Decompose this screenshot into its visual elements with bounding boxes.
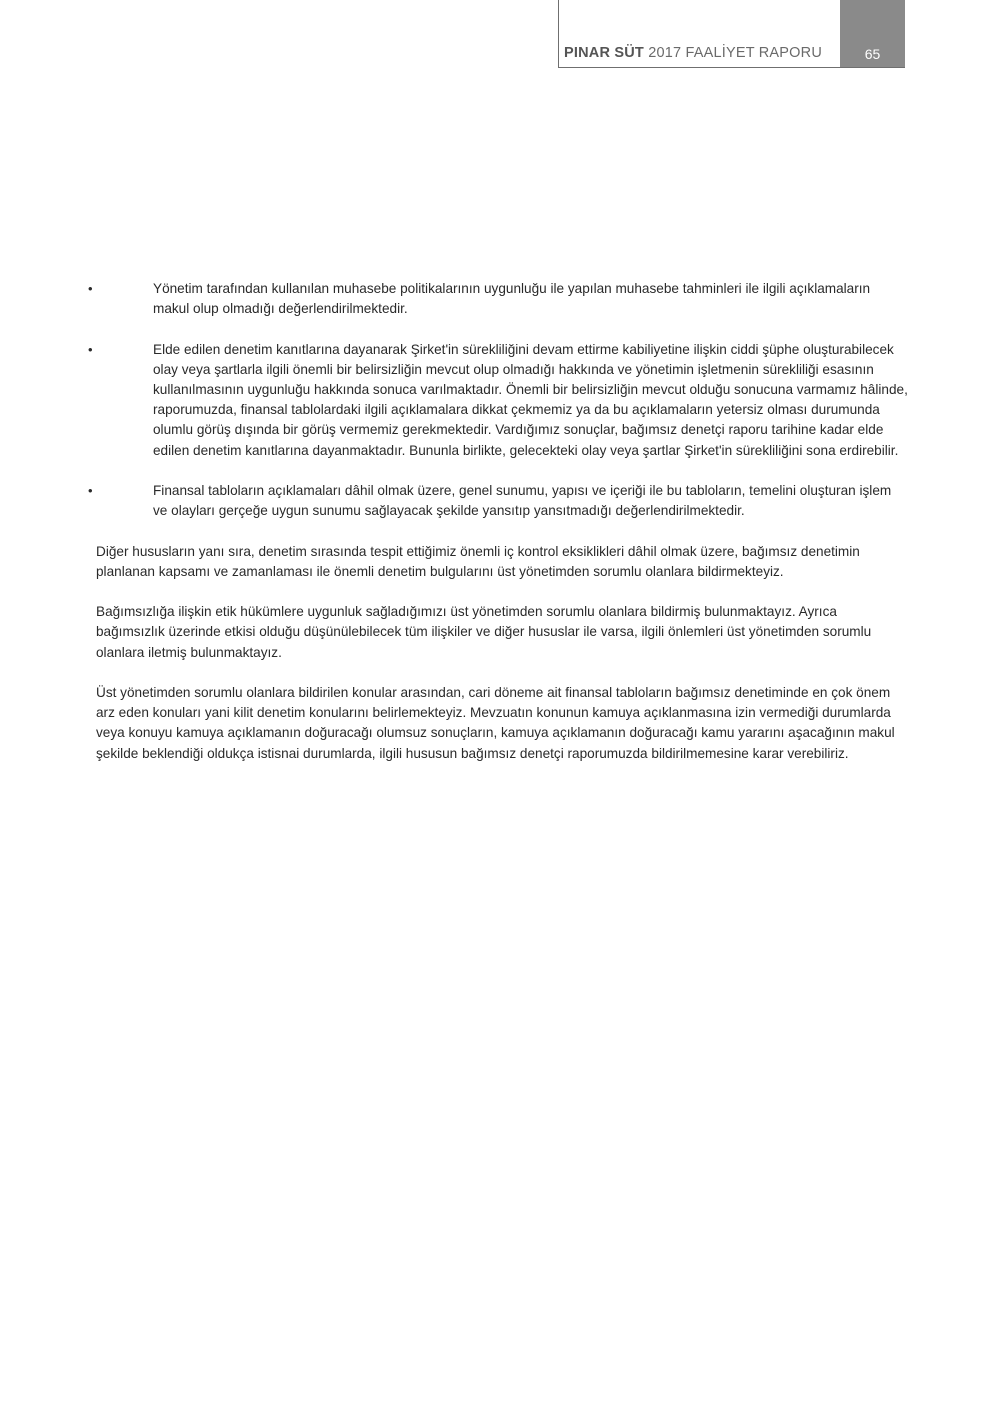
bullet-item <box>88 481 908 521</box>
bullet-item <box>88 340 908 461</box>
report-header <box>558 0 840 68</box>
bullet-item <box>88 279 908 319</box>
page-number: 65 <box>864 46 881 62</box>
brand-name: PINAR SÜT <box>564 45 644 61</box>
report-subtitle: 2017 FAALİYET RAPORU <box>643 45 822 61</box>
bullet-text: Elde edilen denetim kanıtlarına dayanarak Şirket'in sürekliliğini devam ettirme kabiliyetine ilişkin ciddi şüphe oluşturabilecek olay veya şartlarla ilgili önemli bir belirsizliğin mevcut olup olmadığı hakkında ve yönetimin işletmenin sürekliliği esasının kullanılmasının uygunluğu hakkında sonuca varılmaktadır. Önemli bir belirsizliğin mevcut olduğu sonucuna varmamız hâlinde, raporumuzda, finansal tablolardaki ilgili açıklamalara dikkat çekmemiz ya da bu açıklamaların yetersiz olması durumunda olumlu görüş dışında bir görüş vermemiz gerekmektedir. Vardığımız sonuçlar, bağımsız denetçi raporu tarihine kadar elde edilen denetim kanıtlarına dayanmaktadır. Bununla birlikte, gelecekteki olay veya şartlar Şirket'in sürekliliğini sona erdirebilir. <box>153 341 908 458</box>
report-title <box>564 45 822 61</box>
bullet-text: Yönetim tarafından kullanılan muhasebe politikalarının uygunluğu ile yapılan muhasebe tahminleri ile ilgili açıklamaların makul olup olmadığı değerlendirilmektedir. <box>153 281 871 317</box>
document-body <box>88 279 908 784</box>
body-paragraph: Bağımsızlığa ilişkin etik hükümlere uygunluk sağladığımızı üst yönetimden sorumlu olanlara bildirmiş bulunmaktayız. Ayrıca bağımsızlık üzerinde etkisi olduğu düşünülebilecek tüm ilişkiler ve diğer hususlar ile varsa, ilgili önlemleri üst yönetimden sorumlu olanlara iletmiş bulunmaktayız. <box>96 604 872 660</box>
page-number-tab <box>840 0 905 68</box>
bullet-dot: • <box>88 341 93 357</box>
bullet-dot: • <box>88 483 93 498</box>
bullet-text: Finansal tabloların açıklamaları dâhil olmak üzere, genel sunumu, yapısı ve içeriği ile bu tabloların, temelini oluşturan işlem ve olayları gerçeğe uygun sunumu sağlayacak şekilde yansıtıp yansıtmadığı değerlendirilmektedir. <box>153 483 892 519</box>
body-paragraph: Üst yönetimden sorumlu olanlara bildirilen konular arasından, cari döneme ait finansal tabloların bağımsız denetiminde en çok önem arz eden konuları yani kilit denetim konularını belirlemekteyiz. Mevzuatın konunun kamuya açıklanmasına izin vermediği durumlarda veya konuyu kamuya açıklamanın doğuracağı olumsuz sonuçların, kamuya açıklamanın doğuracağı kamu yararını aşacağının makul şekilde beklendiği oldukça istisnai durumlarda, ilgili hususun bağımsız denetçi raporumuzda bildirilmemesine karar verebiliriz. <box>96 684 895 761</box>
bullet-dot: • <box>88 281 93 296</box>
body-paragraph: Diğer hususların yanı sıra, denetim sırasında tespit ettiğimiz önemli iç kontrol eksiklikleri dâhil olmak üzere, bağımsız denetimin planlanan kapsamı ve zamanlaması ile önemli denetim bulgularını üst yönetimden sorumlu olanlara bildirmekteyiz. <box>96 543 860 579</box>
